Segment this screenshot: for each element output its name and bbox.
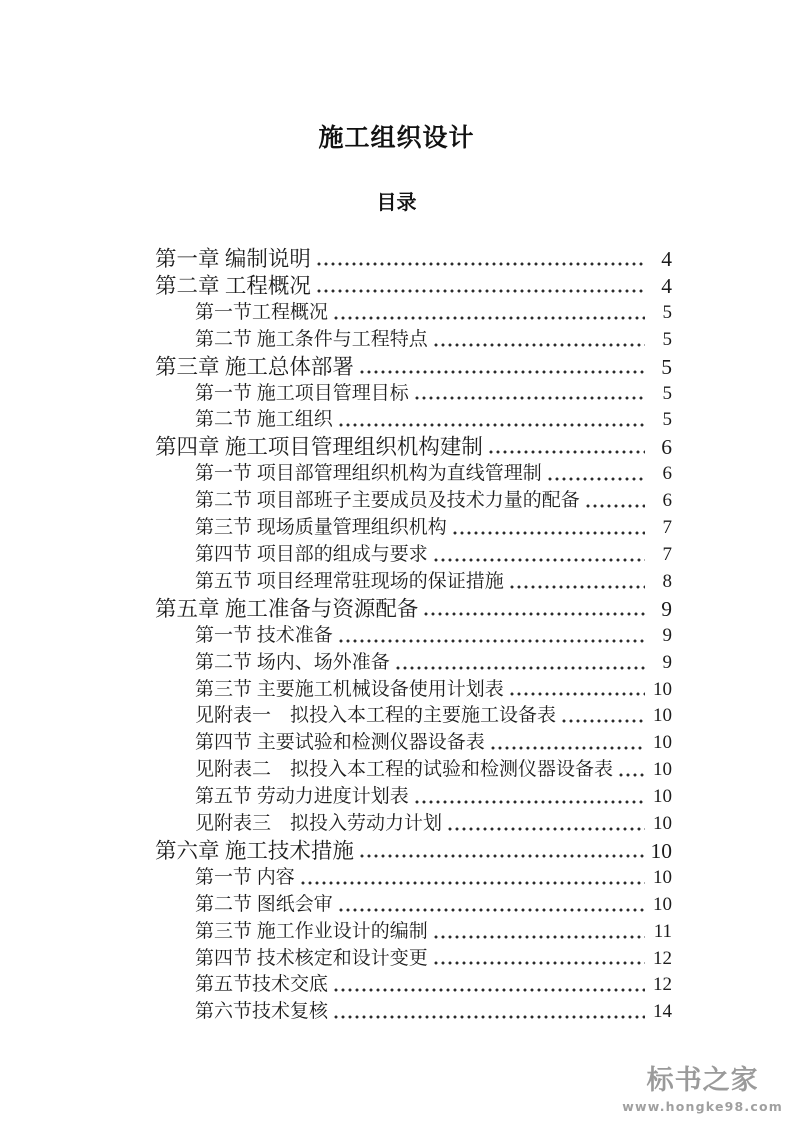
toc-entry-label: 第四节 技术核定和设计变更 <box>195 947 428 969</box>
toc-entry-label: 第二节 施工条件与工程特点 <box>195 328 428 350</box>
toc-entry-label: 第三节 主要施工机械设备使用计划表 <box>195 678 504 700</box>
toc-dot-leader <box>360 854 645 858</box>
toc-entry <box>155 515 672 542</box>
toc-entry-page: 7 <box>662 543 672 565</box>
toc-dot-leader <box>339 639 645 643</box>
toc-entry-page: 4 <box>661 273 672 298</box>
toc-dot-leader <box>548 477 645 481</box>
toc-dot-leader <box>510 692 645 696</box>
toc-entry-page: 5 <box>662 301 672 323</box>
toc-dot-leader <box>434 935 645 939</box>
toc-entry <box>155 354 672 381</box>
toc-entry-page: 10 <box>650 838 672 863</box>
toc-entry-page: 10 <box>653 893 672 915</box>
toc-entry <box>155 569 672 596</box>
toc-entry <box>155 650 672 677</box>
toc-entry-page: 9 <box>661 596 672 621</box>
toc-entry-label: 第一节 技术准备 <box>195 624 333 646</box>
toc-entry-page: 7 <box>662 517 672 539</box>
toc-entry-label: 见附表二 拟投入本工程的试验和检测仪器设备表 <box>195 759 614 781</box>
toc-entry-label: 第三节 现场质量管理组织机构 <box>195 517 447 539</box>
toc-dot-leader <box>562 719 645 723</box>
toc-entry-page: 5 <box>662 409 672 431</box>
toc-dot-leader <box>448 827 645 831</box>
toc-entry-label: 第四章 施工项目管理组织机构建制 <box>155 435 483 460</box>
toc-entry-page: 14 <box>653 1001 672 1023</box>
toc-entry-page: 11 <box>653 920 672 942</box>
toc-entry <box>155 999 672 1026</box>
toc-entry-page: 10 <box>653 759 672 781</box>
toc-entry-page: 10 <box>653 866 672 888</box>
toc-entry-page: 10 <box>653 786 672 808</box>
toc-entry-page: 8 <box>662 570 672 592</box>
toc-dot-leader <box>301 881 645 885</box>
toc-entry-label: 第二章 工程概况 <box>155 273 311 298</box>
toc-entry-label: 第五章 施工准备与资源配备 <box>155 596 419 621</box>
toc-entry-page: 9 <box>662 624 672 646</box>
toc-entry <box>155 623 672 650</box>
toc-dot-leader <box>491 746 645 750</box>
toc-entry-label: 第四节 主要试验和检测仪器设备表 <box>195 732 485 754</box>
toc-entry-page: 12 <box>653 974 672 996</box>
toc-entry-label: 第一节 项目部管理组织机构为直线管理制 <box>195 463 542 485</box>
toc-dot-leader <box>619 773 645 777</box>
toc-entry <box>155 784 672 811</box>
toc-entry <box>155 407 672 434</box>
toc-heading: 目录 <box>376 192 417 214</box>
toc-dot-leader <box>510 585 645 589</box>
toc-entry-label: 见附表一 拟投入本工程的主要施工设备表 <box>195 705 557 727</box>
toc-dot-leader <box>434 343 645 347</box>
toc-entry-label: 第四节 项目部的组成与要求 <box>195 543 428 565</box>
toc-entry-label: 见附表三 拟投入劳动力计划 <box>195 813 443 835</box>
toc-dot-leader <box>317 289 645 293</box>
toc-dot-leader <box>434 961 645 965</box>
toc-entry <box>155 757 672 784</box>
toc-dot-leader <box>339 908 645 912</box>
toc-entry-page: 6 <box>661 435 672 460</box>
toc-entry <box>155 327 672 354</box>
toc-dot-leader <box>360 370 645 374</box>
watermark <box>622 1058 783 1114</box>
toc-dot-leader <box>586 504 645 508</box>
toc-entry-label: 第二节 图纸会审 <box>195 893 333 915</box>
toc-entry <box>155 972 672 999</box>
toc-entry <box>155 300 672 327</box>
toc-entry-label: 第三节 施工作业设计的编制 <box>195 920 428 942</box>
toc-dot-leader <box>415 800 645 804</box>
toc-entry-label: 第一节 内容 <box>195 866 295 888</box>
toc-entry-page: 5 <box>662 382 672 404</box>
toc-entry-label: 第五节 劳动力进度计划表 <box>195 786 409 808</box>
toc-entry <box>155 677 672 704</box>
toc-entry-page: 4 <box>661 247 672 271</box>
toc-entry-label: 第一节工程概况 <box>195 301 329 323</box>
toc-entry-label: 第二节 施工组织 <box>195 409 333 431</box>
toc-entry-label: 第五节技术交底 <box>195 974 329 996</box>
toc-entry <box>155 892 672 919</box>
toc-entry <box>155 865 672 892</box>
toc-dot-leader <box>434 558 645 562</box>
document-title: 施工组织设计 <box>318 125 475 152</box>
toc-entry-page: 10 <box>653 813 672 835</box>
toc-dot-leader <box>339 423 645 427</box>
toc-entry-page: 6 <box>662 490 672 512</box>
toc <box>155 246 672 1026</box>
toc-entry-page: 12 <box>653 947 672 969</box>
watermark-url: www.hongke98.com <box>622 1099 783 1114</box>
toc-entry-label: 第一节 施工项目管理目标 <box>195 382 409 404</box>
toc-entry <box>155 381 672 408</box>
toc-dot-leader <box>453 531 645 535</box>
toc-dot-leader <box>334 316 645 320</box>
toc-entry <box>155 488 672 515</box>
toc-entry <box>155 730 672 757</box>
toc-entry <box>155 542 672 569</box>
toc-entry-label: 第一章 编制说明 <box>155 247 311 271</box>
toc-entry <box>155 461 672 488</box>
toc-entry-label: 第六章 施工技术措施 <box>155 838 354 863</box>
toc-entry <box>155 246 672 273</box>
toc-dot-leader <box>334 988 645 992</box>
toc-dot-leader <box>317 262 645 266</box>
toc-dot-leader <box>489 450 645 454</box>
toc-entry-label: 第二节 项目部班子主要成员及技术力量的配备 <box>195 490 580 512</box>
toc-entry-label: 第三章 施工总体部署 <box>155 354 354 379</box>
toc-entry <box>155 919 672 946</box>
toc-entry-page: 5 <box>661 354 672 379</box>
toc-entry <box>155 703 672 730</box>
toc-entry <box>155 811 672 838</box>
toc-entry-label: 第五节 项目经理常驻现场的保证措施 <box>195 570 504 592</box>
toc-entry-page: 6 <box>662 463 672 485</box>
toc-entry <box>155 273 672 300</box>
toc-entry <box>155 946 672 973</box>
toc-entry <box>155 434 672 461</box>
toc-entry-label: 第六节技术复核 <box>195 1001 329 1023</box>
toc-entry-label: 第二节 场内、场外准备 <box>195 651 390 673</box>
toc-entry <box>155 596 672 623</box>
toc-entry-page: 10 <box>653 678 672 700</box>
toc-entry-page: 9 <box>662 651 672 673</box>
toc-dot-leader <box>415 396 645 400</box>
toc-entry <box>155 838 672 865</box>
toc-entry-page: 10 <box>653 732 672 754</box>
toc-dot-leader <box>396 666 645 670</box>
watermark-logo-text: 标书之家 <box>646 1065 759 1096</box>
toc-dot-leader <box>424 612 645 616</box>
toc-entry-page: 10 <box>653 705 672 727</box>
toc-dot-leader <box>334 1015 645 1019</box>
toc-entry-page: 5 <box>662 328 672 350</box>
